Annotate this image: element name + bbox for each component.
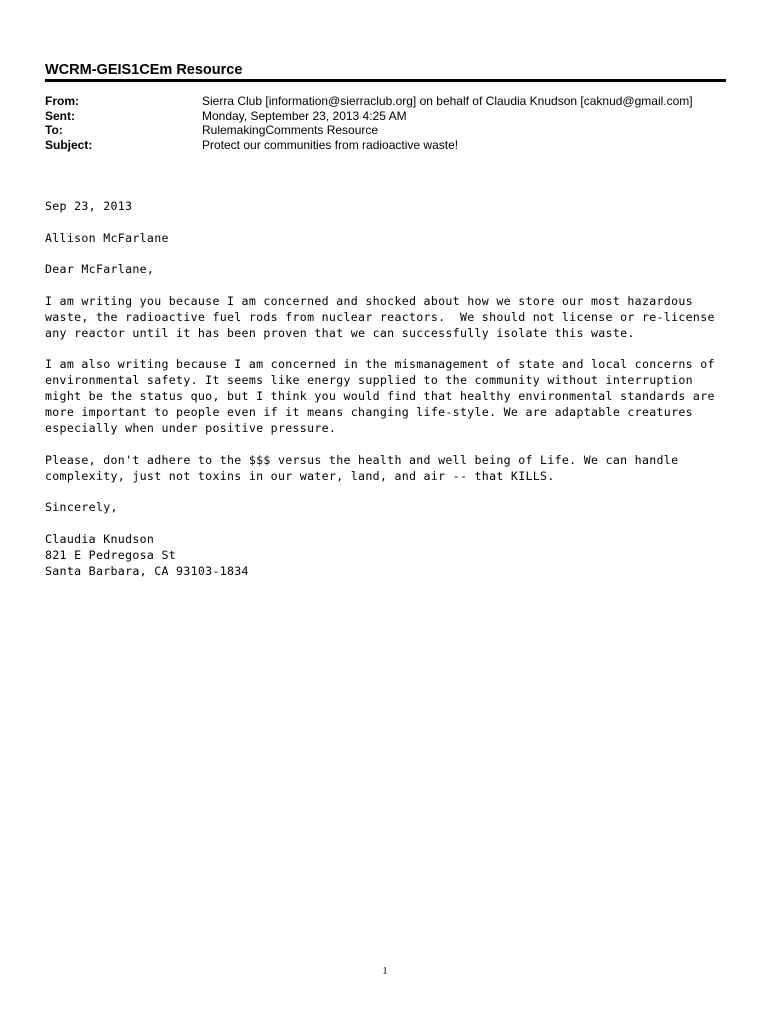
page-number: 1 bbox=[382, 966, 388, 977]
paragraph-1-line: I am writing you because I am concerned and shocked about how we store our most hazardous bbox=[45, 293, 693, 308]
header-row-to bbox=[45, 123, 735, 138]
sent-value: Monday, September 23, 2013 4:25 AM bbox=[202, 108, 407, 123]
header-row-from bbox=[45, 94, 735, 109]
letter-salutation: Dear McFarlane, bbox=[45, 262, 155, 276]
paragraph-2 bbox=[45, 356, 745, 436]
paragraph-3-line: Please, don't adhere to the $$$ versus the health and well being of Life. We can handle bbox=[45, 452, 679, 467]
signature-street: 821 E Pedregosa St bbox=[45, 547, 177, 562]
header-row-sent bbox=[45, 109, 735, 124]
paragraph-2-line: might be the status quo, but I think you would find that healthy environmental standards are bbox=[45, 389, 715, 403]
signature-name: Claudia Knudson bbox=[45, 531, 155, 546]
signature-city: Santa Barbara, CA 93103-1834 bbox=[45, 563, 249, 578]
email-header-block bbox=[45, 94, 735, 152]
subject-value: Protect our communities from radioactive waste! bbox=[202, 137, 459, 152]
document-title: WCRM-GEIS1CEm Resource bbox=[45, 62, 243, 78]
paragraph-2-line: more important to people even if it means changing life-style. We are adaptable creatures bbox=[45, 405, 693, 419]
paragraph-1-line: waste, the radioactive fuel rods from nuclear reactors. We should not license or re-license bbox=[45, 309, 715, 324]
paragraph-3-line: complexity, just not toxins in our water, land, and air -- that KILLS. bbox=[45, 468, 555, 483]
to-label: To: bbox=[45, 123, 63, 137]
letter-recipient: Allison McFarlane bbox=[45, 230, 169, 245]
paragraph-1-line: any reactor until it has been proven that we can successfully isolate this waste. bbox=[45, 325, 635, 340]
paragraph-2-line: environmental safety. It seems like energy supplied to the community without interruption bbox=[45, 373, 693, 387]
letter-date: Sep 23, 2013 bbox=[45, 199, 133, 213]
sent-label: Sent: bbox=[45, 108, 75, 123]
title-divider bbox=[45, 79, 726, 82]
paragraph-3 bbox=[45, 452, 745, 484]
to-value: RulemakingComments Resource bbox=[202, 123, 379, 137]
email-body bbox=[45, 198, 745, 579]
paragraph-1 bbox=[45, 293, 745, 341]
letter-closing: Sincerely, bbox=[45, 500, 118, 514]
from-label: From: bbox=[45, 94, 79, 108]
header-row-subject bbox=[45, 138, 735, 153]
from-value: Sierra Club [information@sierraclub.org] on behalf of Claudia Knudson [caknud@gmail.com] bbox=[202, 94, 693, 108]
paragraph-2-line: especially when under positive pressure. bbox=[45, 421, 337, 435]
signature-block bbox=[45, 531, 745, 579]
paragraph-2-line: I am also writing because I am concerned in the mismanagement of state and local concerns of bbox=[45, 357, 715, 371]
subject-label: Subject: bbox=[45, 137, 93, 152]
